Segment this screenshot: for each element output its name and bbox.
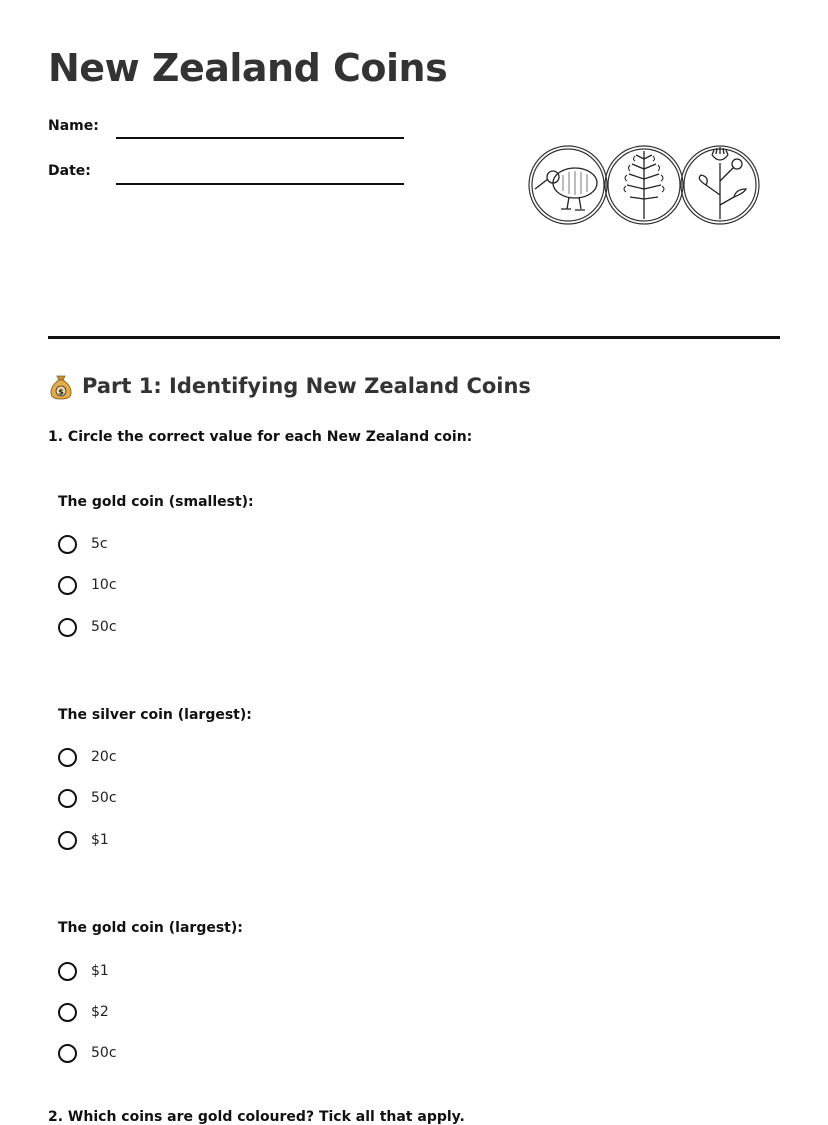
- name-label: Name:: [48, 118, 99, 134]
- name-field: [48, 118, 116, 134]
- radio-circle[interactable]: [58, 576, 77, 595]
- option-label: 5c: [91, 536, 108, 552]
- part1-title: Part 1: Identifying New Zealand Coins: [82, 374, 531, 398]
- radio-circle[interactable]: [58, 535, 77, 554]
- option-label: 50c: [91, 619, 117, 635]
- question-2: 2. Which coins are gold coloured? Tick all that apply.: [48, 1109, 465, 1125]
- group-title-gold-largest: The gold coin (largest):: [58, 920, 243, 936]
- flower-coin-icon: [699, 147, 746, 219]
- group-title-gold-smallest: The gold coin (smallest):: [58, 494, 254, 510]
- part1-heading: [48, 372, 531, 400]
- kiwi-coin-icon: [535, 168, 597, 210]
- radio-circle[interactable]: [58, 962, 77, 981]
- option-1-dollar[interactable]: [58, 828, 109, 852]
- question-1: 1. Circle the correct value for each New Zealand coin:: [48, 429, 473, 445]
- option-label: 10c: [91, 577, 117, 593]
- option-5c[interactable]: [58, 532, 108, 556]
- coins-illustration: [527, 143, 761, 229]
- option-label: $1: [91, 832, 109, 848]
- radio-circle[interactable]: [58, 1044, 77, 1063]
- option-label: $1: [91, 963, 109, 979]
- group-title-silver-largest: The silver coin (largest):: [58, 707, 252, 723]
- option-50c[interactable]: [58, 786, 117, 810]
- name-input-line[interactable]: [116, 137, 404, 139]
- option-label: 20c: [91, 749, 117, 765]
- date-label: Date:: [48, 163, 91, 179]
- option-label: 50c: [91, 790, 117, 806]
- option-label: 50c: [91, 1045, 117, 1061]
- date-input-line[interactable]: [116, 183, 404, 185]
- radio-circle[interactable]: [58, 618, 77, 637]
- svg-text:$: $: [58, 387, 64, 397]
- date-field: [48, 163, 116, 179]
- section-divider: [48, 336, 780, 339]
- option-50c[interactable]: [58, 1041, 117, 1065]
- option-2-dollar[interactable]: [58, 1000, 109, 1024]
- option-1-dollar[interactable]: [58, 959, 109, 983]
- radio-circle[interactable]: [58, 1003, 77, 1022]
- option-50c[interactable]: [58, 615, 117, 639]
- radio-circle[interactable]: [58, 831, 77, 850]
- option-10c[interactable]: [58, 573, 117, 597]
- option-20c[interactable]: [58, 745, 117, 769]
- radio-circle[interactable]: [58, 748, 77, 767]
- money-bag-icon: [48, 372, 74, 400]
- fern-coin-icon: [624, 151, 664, 219]
- option-label: $2: [91, 1004, 109, 1020]
- radio-circle[interactable]: [58, 789, 77, 808]
- page-title: New Zealand Coins: [48, 46, 448, 90]
